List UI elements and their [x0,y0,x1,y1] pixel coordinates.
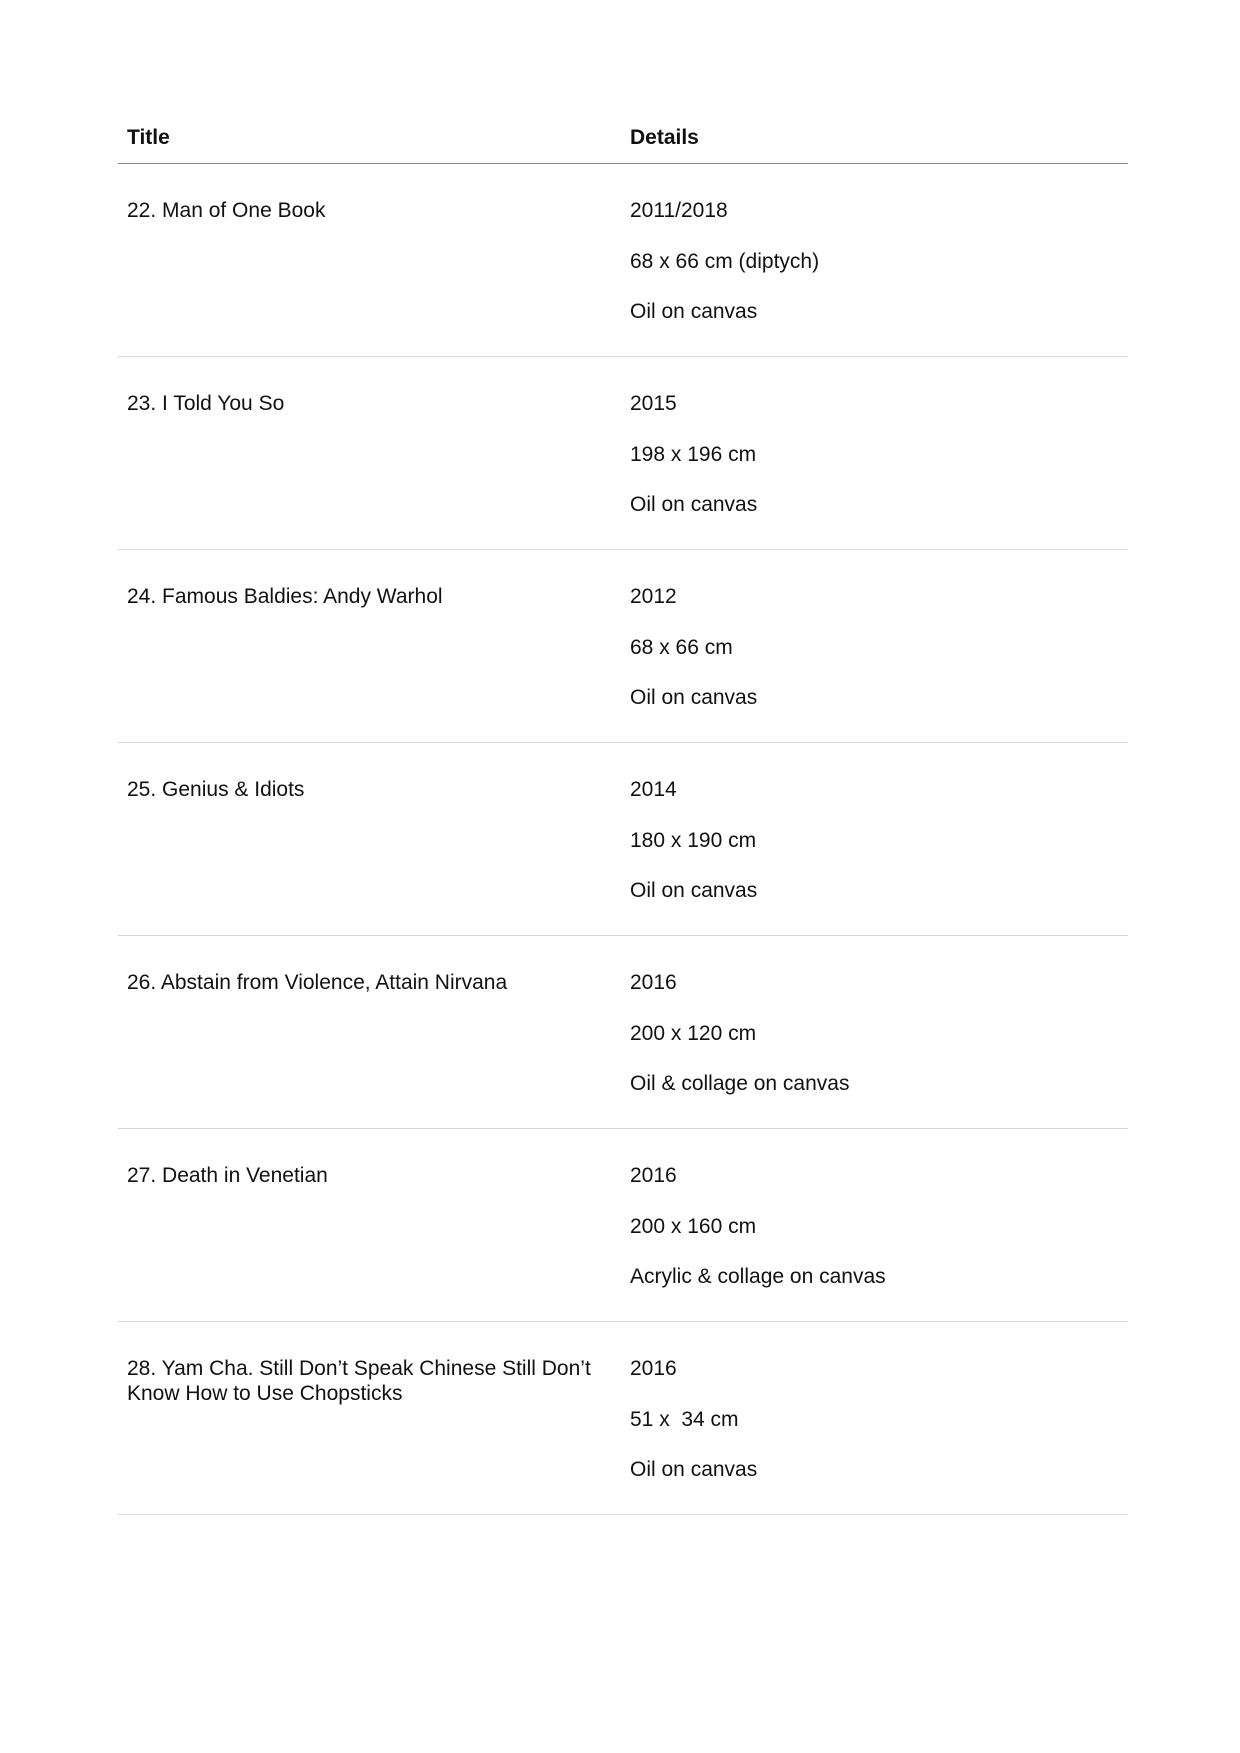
artwork-medium: Oil on canvas [630,1458,758,1481]
artwork-details [630,391,1128,549]
artwork-medium: Oil on canvas [630,686,758,709]
table-row [118,936,1128,1129]
artwork-details [630,777,1128,935]
artwork-year: 2012 [630,585,677,608]
artwork-medium: Oil & collage on canvas [630,1072,850,1095]
artwork-details [630,584,1128,742]
artwork-title: 27. Death in Venetian [127,1164,328,1187]
artwork-dimensions: 180 x 190 cm [630,828,757,852]
table-row [118,743,1128,936]
header-details: Details [630,126,699,149]
artwork-dimensions: 198 x 196 cm [630,442,757,466]
artwork-year: 2016 [630,1357,677,1380]
table-row [118,1322,1128,1515]
artwork-medium: Oil on canvas [630,493,758,516]
artwork-dimensions: 68 x 66 cm (diptych) [630,249,820,273]
table-row [118,164,1128,357]
artwork-details [630,1163,1128,1321]
artwork-dimensions: 51 x 34 cm [630,1407,739,1431]
artwork-dimensions: 68 x 66 cm [630,635,733,659]
artwork-title: 23. I Told You So [127,392,285,415]
header-title: Title [127,126,170,149]
artwork-year: 2014 [630,778,677,801]
artwork-title: 24. Famous Baldies: Andy Warhol [127,585,443,608]
artwork-title: 22. Man of One Book [127,199,326,222]
artwork-title: 28. Yam Cha. Still Don’t Speak Chinese Still Don’t Know How to Use Chopsticks [127,1357,591,1405]
artwork-table [118,112,1128,1515]
artwork-year: 2016 [630,971,677,994]
table-row [118,1129,1128,1322]
artwork-medium: Oil on canvas [630,879,758,902]
table-header [118,112,1128,164]
artwork-details [630,970,1128,1128]
artwork-medium: Oil on canvas [630,300,758,323]
artwork-details [630,198,1128,356]
artwork-year: 2015 [630,392,677,415]
artwork-dimensions: 200 x 120 cm [630,1021,757,1045]
artwork-year: 2016 [630,1164,677,1187]
table-row [118,357,1128,550]
artwork-dimensions: 200 x 160 cm [630,1214,757,1238]
artwork-details [630,1356,1128,1514]
artwork-title: 26. Abstain from Violence, Attain Nirvana [127,971,508,994]
artwork-title: 25. Genius & Idiots [127,778,305,801]
artwork-year: 2011/2018 [630,199,728,222]
artwork-medium: Acrylic & collage on canvas [630,1265,886,1288]
table-row [118,550,1128,743]
